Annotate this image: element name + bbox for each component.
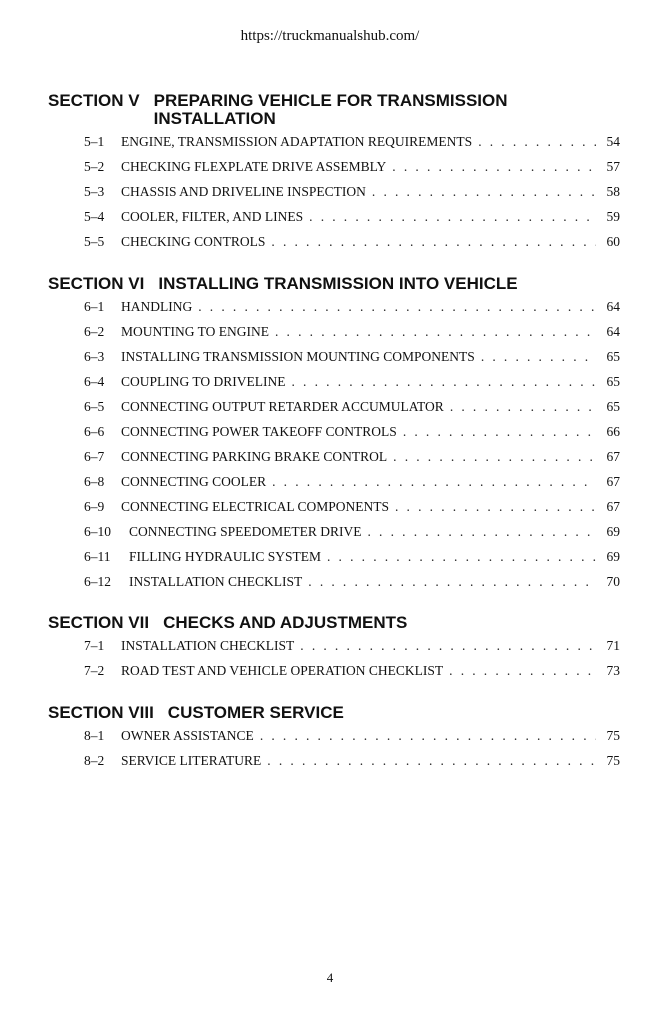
dot-leader	[393, 449, 596, 465]
entry-title: COUPLING TO DRIVELINE	[121, 374, 286, 389]
entry-page: 64	[606, 324, 620, 339]
toc-entry[interactable]	[48, 524, 620, 549]
section-heading	[48, 92, 620, 128]
entry-page: 75	[606, 753, 620, 768]
toc-entry[interactable]	[48, 549, 620, 574]
toc-entry[interactable]	[48, 234, 620, 259]
dot-leader	[327, 549, 596, 565]
toc-entry-list	[48, 638, 620, 688]
toc-entry[interactable]	[48, 159, 620, 184]
entry-page: 64	[606, 299, 620, 314]
dot-leader	[395, 499, 596, 515]
dot-leader	[481, 349, 596, 365]
entry-number: 6–9	[84, 499, 105, 514]
dot-leader	[292, 374, 597, 390]
entry-number: 6–12	[84, 574, 111, 589]
toc-entry[interactable]	[48, 184, 620, 209]
entry-page: 65	[606, 349, 620, 364]
toc-entry[interactable]	[48, 374, 620, 399]
entry-title: CONNECTING SPEEDOMETER DRIVE	[129, 524, 362, 539]
section-viii	[48, 704, 620, 778]
entry-page: 58	[606, 184, 620, 199]
toc-entry-list	[48, 299, 620, 599]
entry-page: 69	[606, 524, 620, 539]
entry-page: 65	[606, 374, 620, 389]
entry-number: 6–8	[84, 474, 105, 489]
entry-title: CHASSIS AND DRIVELINE INSPECTION	[121, 184, 366, 199]
entry-page: 67	[606, 474, 620, 489]
toc-entry[interactable]	[48, 753, 620, 778]
section-number: SECTION VI	[48, 274, 145, 293]
toc-entry[interactable]	[48, 638, 620, 663]
entry-page: 66	[606, 424, 620, 439]
dot-leader	[368, 524, 597, 540]
entry-title: INSTALLATION CHECKLIST	[121, 638, 295, 653]
entry-page: 60	[606, 234, 620, 249]
dot-leader	[372, 184, 596, 200]
entry-title: CONNECTING ELECTRICAL COMPONENTS	[121, 499, 389, 514]
entry-page: 59	[606, 209, 620, 224]
entry-number: 8–2	[84, 753, 105, 768]
entry-number: 5–1	[84, 134, 105, 149]
entry-title: SERVICE LITERATURE	[121, 753, 262, 768]
section-title: CUSTOMER SERVICE	[167, 703, 344, 722]
dot-leader	[403, 424, 596, 440]
section-number: SECTION VIII	[48, 703, 154, 722]
entry-page: 75	[606, 728, 620, 743]
entry-page: 71	[606, 638, 620, 653]
entry-number: 6–10	[84, 524, 111, 539]
section-number: SECTION V	[48, 91, 140, 110]
entry-number: 5–5	[84, 234, 105, 249]
toc-entry[interactable]	[48, 728, 620, 753]
page-number: 4	[326, 970, 334, 985]
dot-leader	[300, 638, 596, 654]
entry-number: 6–2	[84, 324, 105, 339]
entry-number: 5–3	[84, 184, 105, 199]
entry-number: 6–4	[84, 374, 105, 389]
entry-page: 73	[606, 663, 620, 678]
section-number: SECTION VII	[48, 613, 150, 632]
entry-number: 6–7	[84, 449, 105, 464]
entry-number: 5–2	[84, 159, 105, 174]
entry-title: INSTALLING TRANSMISSION MOUNTING COMPONENTS	[121, 349, 475, 364]
section-title: CHECKS AND ADJUSTMENTS	[163, 613, 408, 632]
dot-leader	[267, 753, 596, 769]
entry-title: ENGINE, TRANSMISSION ADAPTATION REQUIREMENTS	[121, 134, 473, 149]
toc-entry[interactable]	[48, 424, 620, 449]
dot-leader	[478, 134, 596, 150]
toc-entry[interactable]	[48, 209, 620, 234]
dot-leader	[392, 159, 596, 175]
toc-entry[interactable]	[48, 499, 620, 524]
entry-number: 6–3	[84, 349, 105, 364]
section-title: PREPARING VEHICLE FOR TRANSMISSION INSTALLATION	[153, 91, 508, 128]
entry-number: 8–1	[84, 728, 105, 743]
section-vi	[48, 275, 620, 599]
entry-title: COOLER, FILTER, AND LINES	[121, 209, 304, 224]
section-v	[48, 92, 620, 259]
dot-leader	[308, 574, 596, 590]
toc-entry[interactable]	[48, 299, 620, 324]
dot-leader	[271, 234, 596, 250]
dot-leader	[198, 299, 596, 315]
dot-leader	[309, 209, 596, 225]
section-vii	[48, 614, 620, 688]
entry-number: 6–1	[84, 299, 105, 314]
toc-entry[interactable]	[48, 399, 620, 424]
toc-entry[interactable]	[48, 134, 620, 159]
toc-entry[interactable]	[48, 324, 620, 349]
toc-entry[interactable]	[48, 449, 620, 474]
toc-entry[interactable]	[48, 349, 620, 374]
entry-title: CONNECTING POWER TAKEOFF CONTROLS	[121, 424, 397, 439]
entry-number: 5–4	[84, 209, 105, 224]
dot-leader	[272, 474, 596, 490]
header-url: https://truckmanualshub.com/	[240, 28, 420, 44]
entry-title: CHECKING CONTROLS	[121, 234, 266, 249]
entry-title: ROAD TEST AND VEHICLE OPERATION CHECKLIST	[121, 663, 444, 678]
entry-title: CONNECTING COOLER	[121, 474, 267, 489]
entry-title: INSTALLATION CHECKLIST	[129, 574, 303, 589]
entry-page: 69	[606, 549, 620, 564]
entry-title: CONNECTING OUTPUT RETARDER ACCUMULATOR	[121, 399, 444, 414]
toc-entry-list	[48, 728, 620, 778]
entry-title: OWNER ASSISTANCE	[121, 728, 254, 743]
dot-leader	[450, 399, 596, 415]
entry-number: 6–11	[84, 549, 111, 564]
entry-title: MOUNTING TO ENGINE	[121, 324, 269, 339]
entry-title: CONNECTING PARKING BRAKE CONTROL	[121, 449, 388, 464]
entry-page: 57	[606, 159, 620, 174]
section-heading	[48, 275, 620, 293]
entry-page: 70	[606, 574, 620, 589]
entry-number: 7–1	[84, 638, 105, 653]
dot-leader	[449, 663, 596, 679]
toc-entry[interactable]	[48, 574, 620, 599]
dot-leader	[260, 728, 596, 744]
section-heading	[48, 614, 620, 632]
section-title: INSTALLING TRANSMISSION INTO VEHICLE	[158, 274, 518, 293]
entry-title: HANDLING	[121, 299, 193, 314]
entry-title: FILLING HYDRAULIC SYSTEM	[129, 549, 321, 564]
entry-page: 67	[606, 449, 620, 464]
dot-leader	[275, 324, 596, 340]
toc-entry[interactable]	[48, 474, 620, 499]
entry-number: 6–6	[84, 424, 105, 439]
entry-page: 67	[606, 499, 620, 514]
entry-title: CHECKING FLEXPLATE DRIVE ASSEMBLY	[121, 159, 387, 174]
entry-number: 7–2	[84, 663, 105, 678]
entry-page: 65	[606, 399, 620, 414]
section-heading	[48, 704, 620, 722]
toc-entry-list	[48, 134, 620, 259]
entry-page: 54	[606, 134, 620, 149]
toc-entry[interactable]	[48, 663, 620, 688]
entry-number: 6–5	[84, 399, 105, 414]
